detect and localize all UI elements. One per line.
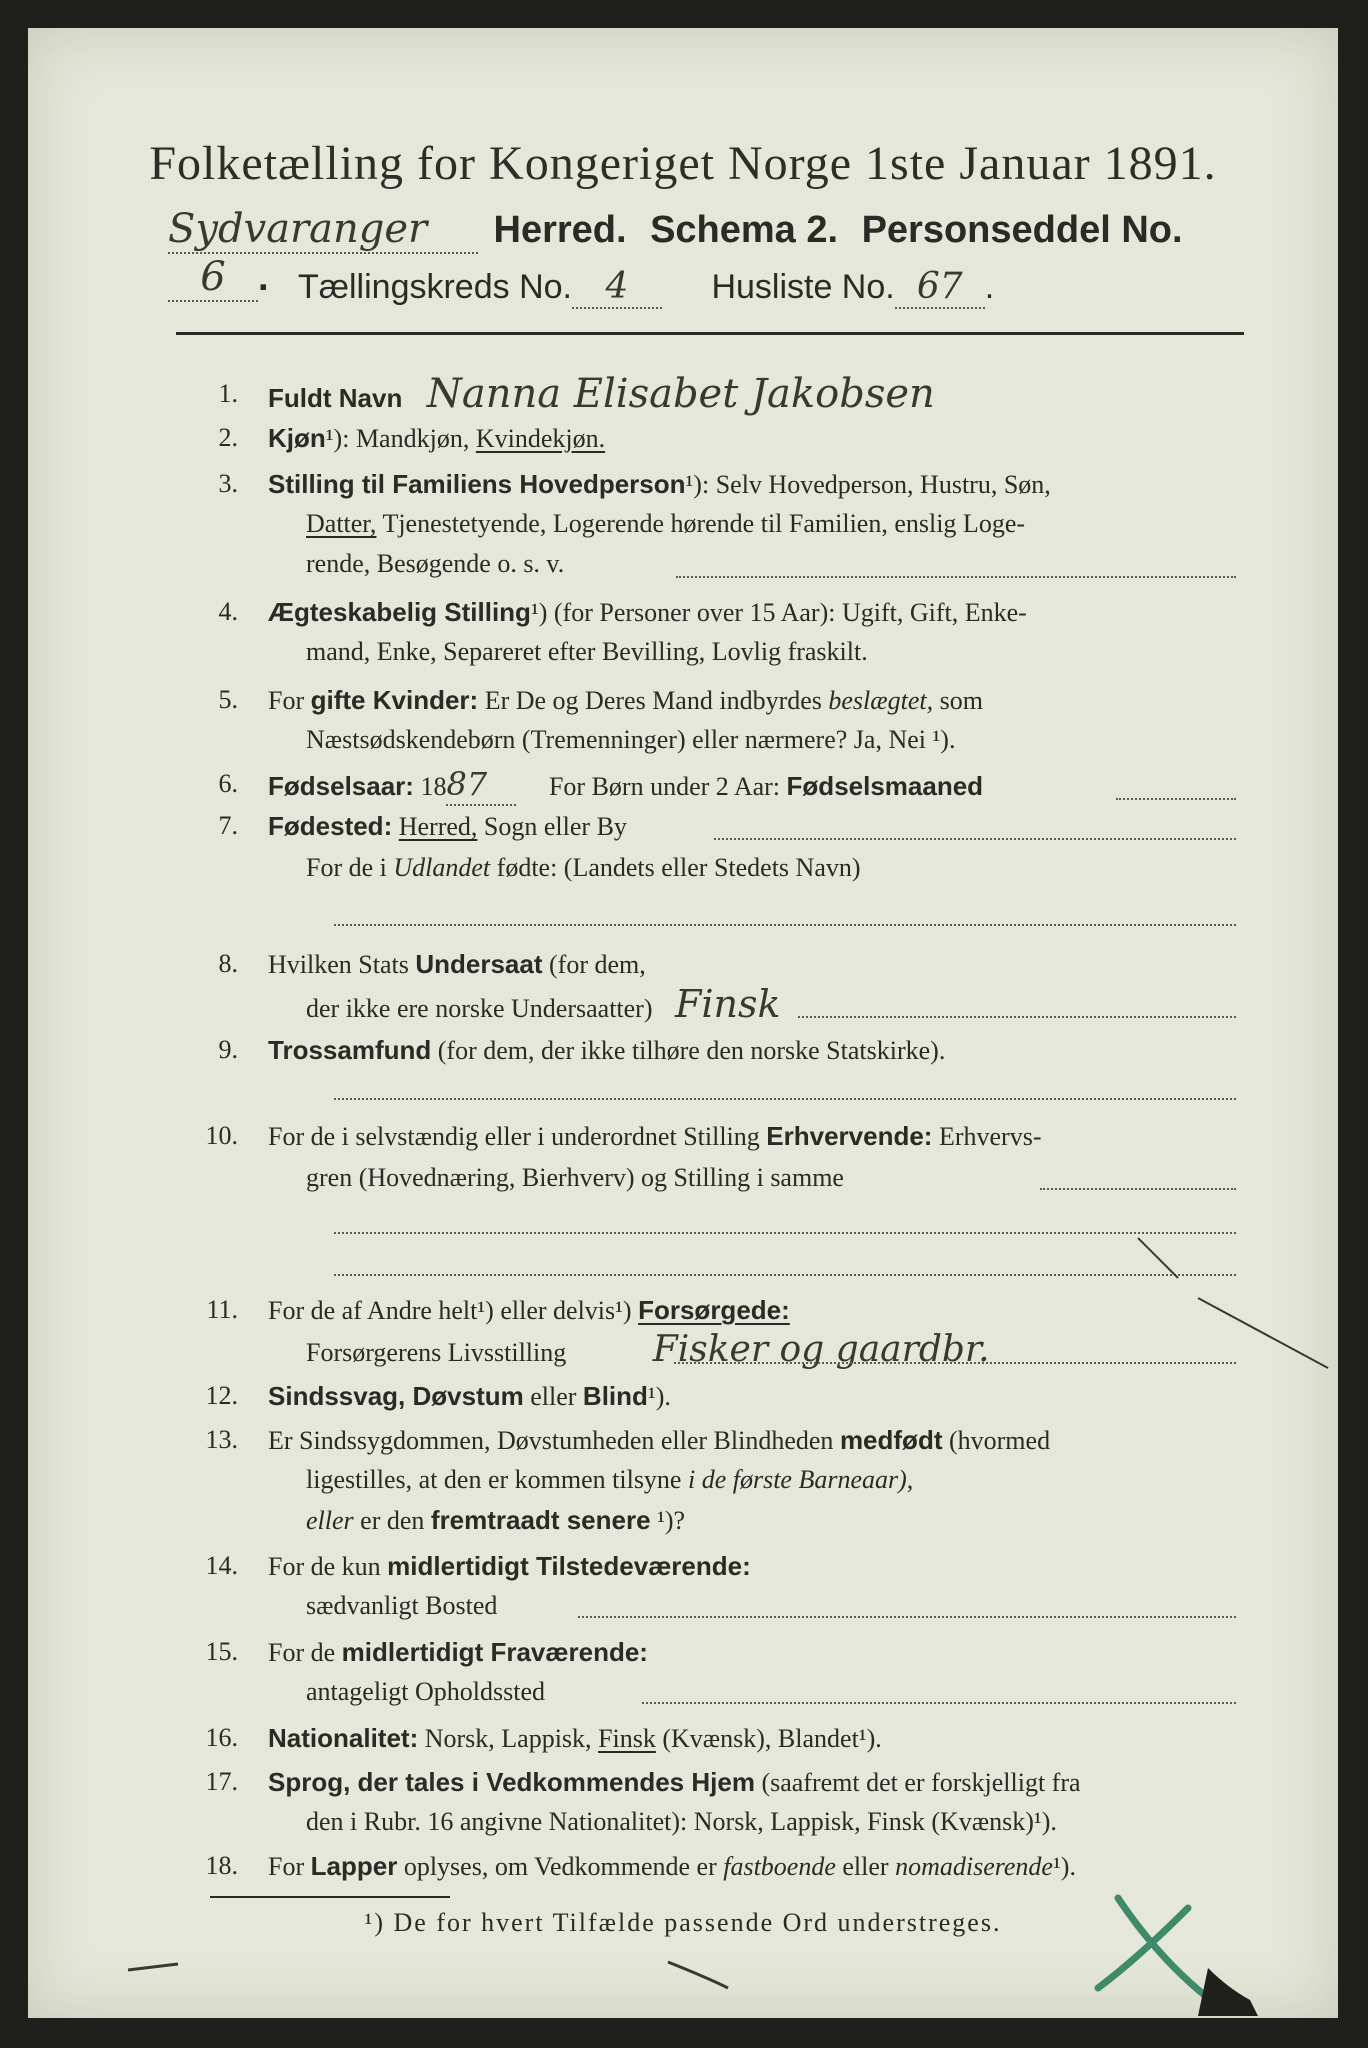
herred-name: Sydvaranger	[168, 206, 478, 254]
underlined-answer: Herred,	[398, 812, 478, 841]
question-text: ¹).	[647, 1382, 671, 1411]
question-number: 1.	[218, 379, 238, 408]
question-label: midlertidigt Fraværende:	[341, 1637, 648, 1667]
question-label: Fødselsmaaned	[786, 771, 984, 801]
question-italic: nomadiserende	[895, 1852, 1053, 1881]
question-label: Fødested:	[268, 811, 393, 841]
question-label: Nationalitet:	[268, 1723, 419, 1753]
question-text: (hvormed	[948, 1426, 1051, 1455]
question-number: 14.	[205, 1551, 238, 1580]
question-text: Forsørgerens Livsstilling	[306, 1338, 567, 1367]
question-text: (Kvænsk), Blandet¹).	[662, 1724, 882, 1753]
question-text: den i Rubr. 16 angivne Nationalitet): Norsk, Lappisk, Finsk (Kvænsk)¹).	[306, 1807, 1057, 1836]
question-label: Stilling til Familiens Hovedperson	[268, 469, 686, 499]
question-label: midlertidigt Tilstedeværende:	[387, 1551, 751, 1581]
question-text: sædvanligt Bosted	[306, 1591, 498, 1620]
husliste-number: 67	[895, 266, 985, 309]
question-number: 18.	[205, 1851, 238, 1880]
question-text: ¹)?	[657, 1506, 686, 1535]
question-italic: i de første Barneaar),	[687, 1465, 914, 1494]
question-number: 12.	[205, 1381, 238, 1410]
question-text: Hvilken Stats	[268, 950, 409, 979]
question-label: Undersaat	[415, 949, 543, 979]
question-text: Erhvervs-	[938, 1122, 1042, 1151]
question-text: som	[939, 686, 983, 715]
header-line-herred: Sydvaranger Herred. Schema 2. Personseddel No.6 .	[168, 206, 1183, 300]
question-label: Fuldt Navn	[268, 383, 403, 413]
green-x-mark-stroke	[1118, 1898, 1208, 1998]
question-number: 3.	[218, 469, 238, 498]
underlined-answer: Finsk	[598, 1724, 656, 1753]
pen-stroke	[668, 1962, 728, 1988]
taellingskreds-label: Tællingskreds No.	[298, 268, 572, 306]
question-text: Tjenestetyende, Logerende hørende til Familien, enslig Loge-	[382, 509, 1026, 538]
question-number: 17.	[205, 1767, 238, 1796]
ink-blot	[1198, 1968, 1258, 2016]
question-label: Forsørgede:	[638, 1295, 790, 1325]
header-line-kreds: Tællingskreds No. 4 Husliste No. 67 .	[298, 266, 995, 307]
question-number: 11.	[206, 1295, 238, 1324]
pen-stroke	[128, 1964, 178, 1970]
question-number: 6.	[218, 769, 238, 798]
question-number: 5.	[218, 685, 238, 714]
question-label: Lapper	[310, 1851, 398, 1881]
underlined-answer: Kvindekjøn.	[475, 424, 606, 453]
question-text: Næstsødskendebørn (Tremenninger) eller nærmere? Ja, Nei ¹).	[306, 725, 956, 754]
question-label: gifte Kvinder:	[310, 685, 479, 715]
question-text: rende, Besøgende o. s. v.	[306, 549, 565, 578]
question-text: ¹): Selv Hovedperson, Hustru, Søn,	[685, 470, 1051, 499]
question-text: Er De og Deres Mand indbyrdes	[484, 686, 822, 715]
herred-label: Herred.	[493, 209, 627, 251]
question-number: 10.	[205, 1121, 238, 1150]
question-text: For	[268, 686, 305, 715]
question-label: Sprog, der tales i Vedkommendes Hjem	[268, 1767, 755, 1797]
question-label: fremtraadt senere	[430, 1505, 651, 1535]
question-label: Trossamfund	[268, 1035, 432, 1065]
question-text: mand, Enke, Separeret efter Bevilling, Lovlig fraskilt.	[306, 637, 868, 666]
question-text: gren (Hovednæring, Bierhverv) og Stilling i samme	[306, 1163, 844, 1192]
question-text: Er Sindssygdommen, Døvstumheden eller Blindheden	[268, 1426, 834, 1455]
underlined-answer: Datter,	[306, 509, 377, 538]
question-text: er den	[360, 1506, 425, 1535]
question-text: ligestilles, at den er kommen tilsyne	[306, 1465, 682, 1494]
question-label: Erhvervende:	[766, 1121, 933, 1151]
question-text: Sogn eller By	[483, 812, 627, 841]
question-text: fødte: (Landets eller Stedets Navn)	[496, 853, 861, 882]
year-prefix: 18	[420, 772, 447, 801]
question-text: ¹) (for Personer over 15 Aar): Ugift, Gift, Enke-	[530, 598, 1027, 627]
pen-marks	[28, 28, 1338, 2018]
personseddel-label: Personseddel No.	[861, 209, 1183, 251]
question-number: 4.	[218, 597, 238, 626]
question-italic: eller	[306, 1506, 354, 1535]
husliste-label: Husliste No.	[711, 268, 895, 306]
question-number: 15.	[205, 1637, 238, 1666]
schema-label: Schema 2.	[650, 209, 839, 251]
question-text: For de kun	[268, 1552, 381, 1581]
question-text: ¹).	[1052, 1852, 1076, 1881]
question-text: (saafremt det er forskjelligt fra	[761, 1768, 1081, 1797]
pen-stroke	[1138, 1238, 1178, 1278]
question-text: For de i selvstændig eller i underordnet Stilling	[268, 1122, 760, 1151]
question-text: For de af Andre helt¹) eller delvis¹)	[268, 1296, 632, 1325]
answer-provider-occupation: Fisker og gaardbr.	[652, 1329, 990, 1370]
question-label: Blind	[582, 1381, 648, 1411]
question-italic: fastboende	[723, 1852, 836, 1881]
green-x-mark-stroke	[1098, 1908, 1188, 1988]
question-text: antageligt Opholdssted	[306, 1677, 546, 1706]
question-text: For	[268, 1852, 305, 1881]
pen-stroke	[1198, 1298, 1328, 1368]
footnote: ¹) De for hvert Tilfælde passende Ord understreges.	[364, 1908, 1002, 1937]
question-text: oplyses, om Vedkommende er	[403, 1852, 717, 1881]
census-form-sheet	[28, 28, 1338, 2018]
question-text: eller	[530, 1382, 577, 1411]
question-text: der ikke ere norske Undersaatter)	[306, 994, 653, 1023]
answer-full-name: Nanna Elisabet Jakobsen	[426, 371, 935, 417]
answer-nationality: Finsk	[675, 982, 781, 1026]
question-number: 9.	[218, 1035, 238, 1064]
question-text: Norsk, Lappisk,	[424, 1724, 592, 1753]
question-number: 8.	[218, 949, 238, 978]
question-text: For de	[268, 1638, 336, 1667]
answer-birth-year: 87	[446, 764, 516, 806]
question-text: ¹): Mandkjøn,	[325, 424, 470, 453]
question-text: eller	[842, 1852, 889, 1881]
question-number: 16.	[205, 1723, 238, 1752]
question-text: (for dem,	[549, 950, 646, 979]
question-number: 7.	[218, 811, 238, 840]
question-label: Sindssvag, Døvstum	[268, 1381, 524, 1411]
question-number: 13.	[205, 1425, 238, 1454]
question-label: medfødt	[839, 1425, 943, 1455]
question-label: Fødselsaar:	[268, 771, 414, 801]
form-title: Folketælling for Kongeriget Norge 1ste Januar 1891.	[149, 137, 1217, 190]
question-italic: Udlandet	[393, 853, 491, 882]
taellingskreds-number: 4	[572, 266, 662, 309]
question-label: Kjøn	[268, 423, 326, 453]
question-italic: beslægtet,	[828, 686, 934, 715]
question-text: (for dem, der ikke tilhøre den norske Statskirke).	[437, 1036, 946, 1065]
question-text: For Børn under 2 Aar:	[548, 772, 781, 801]
personseddel-number: 6	[168, 254, 258, 302]
question-text: For de i	[306, 853, 387, 882]
question-label: Ægteskabelig Stilling	[268, 597, 531, 627]
question-number: 2.	[218, 423, 238, 452]
